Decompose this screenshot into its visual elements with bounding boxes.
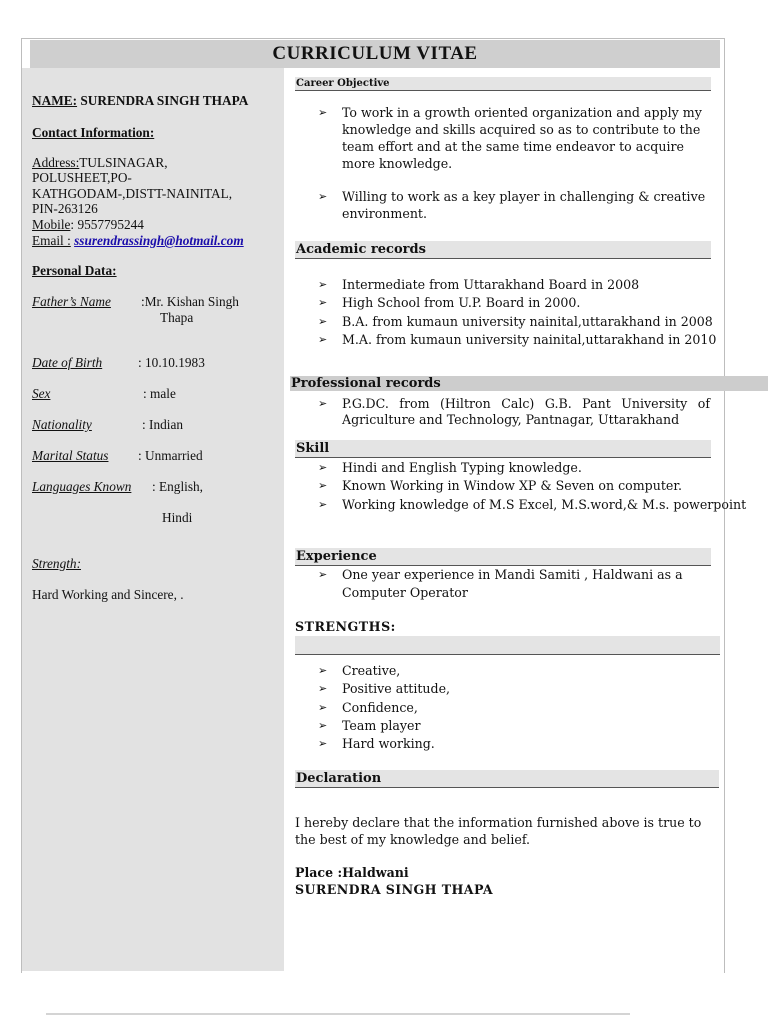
father-name-label: Father’s Name: [32, 294, 111, 309]
academic-records-heading: Academic records: [295, 241, 711, 259]
email-label: Email :: [32, 233, 71, 248]
mobile-label: Mobile: [32, 217, 71, 232]
list-item: ➢ Intermediate from Uttarakhand Board in 2008: [318, 276, 738, 294]
marital-status-label: Marital Status: [32, 448, 109, 463]
name-label: NAME:: [32, 93, 78, 108]
list-item: ➢ Willing to work as a key player in challenging & creative environment.: [318, 189, 706, 221]
email-line: [32, 233, 244, 248]
languages-value-1: : English,: [152, 479, 203, 494]
footer-divider: [46, 1013, 630, 1015]
skill-list: [318, 459, 758, 514]
bullet-arrow-icon: ➢: [318, 700, 328, 714]
list-item: ➢ To work in a growth oriented organization and apply my knowledge and skills acquired so as to contribute to the team effort and at the same time endeavor to acquire more knowledge.: [318, 105, 702, 171]
address-line-2: POLUSHEET,PO-: [32, 170, 132, 185]
address-line-1: [32, 155, 168, 170]
sex-label: Sex: [32, 386, 51, 401]
list-item: ➢ Team player: [318, 717, 710, 735]
mobile-value: : 9557795244: [70, 217, 144, 232]
bullet-arrow-icon: ➢: [318, 718, 328, 732]
list-item: ➢ M.A. from kumaun university nainital,uttarakhand in 2010: [318, 331, 738, 349]
address-value-1: TULSINAGAR,: [79, 155, 168, 170]
professional-records-heading: Professional records: [290, 376, 768, 391]
dob-label: Date of Birth: [32, 355, 103, 370]
address-label: Address:: [32, 155, 80, 170]
list-item: ➢ One year experience in Mandi Samiti , Haldwani as a Computer Operator: [318, 567, 683, 601]
contact-heading: Contact Information:: [32, 125, 155, 140]
list-item: ➢ Positive attitude,: [318, 680, 710, 698]
list-item: ➢ Known Working in Window XP & Seven on computer.: [318, 477, 758, 495]
bullet-arrow-icon: ➢: [318, 479, 328, 493]
address-line-4: PIN-263126: [32, 201, 98, 216]
declaration-heading: Declaration: [295, 770, 719, 788]
languages-label: Languages Known: [32, 479, 132, 494]
bullet-arrow-icon: ➢: [318, 190, 328, 203]
place-line: Place :Haldwani: [295, 865, 409, 880]
list-item: ➢ P.G.DC. from (Hiltron Calc) G.B. Pant University of Agriculture and Technology, Pantnagar, Uttarakhand: [318, 396, 710, 427]
bullet-arrow-icon: ➢: [318, 737, 328, 751]
list-item: ➢ Confidence,: [318, 699, 710, 717]
mobile-line: [32, 217, 144, 232]
father-name-value-2: Thapa: [160, 310, 194, 325]
experience-list: [318, 566, 688, 603]
list-item: ➢ High School from U.P. Board in 2000.: [318, 294, 738, 312]
strengths-heading: STRENGTHS:: [295, 619, 396, 634]
academic-records-list: [318, 276, 738, 349]
email-link[interactable]: ssurendrassingh@hotmail.com: [74, 233, 244, 248]
experience-heading: Experience: [295, 548, 711, 566]
signature-name: SURENDRA SINGH THAPA: [295, 882, 494, 897]
dob-value: : 10.10.1983: [138, 355, 205, 370]
bullet-arrow-icon: ➢: [318, 296, 328, 310]
personal-data-heading: Personal Data:: [32, 263, 117, 278]
list-item: ➢ Hindi and English Typing knowledge.: [318, 459, 758, 477]
sex-value: : male: [143, 386, 176, 401]
strengths-list: [318, 662, 710, 753]
marital-status-value: : Unmarried: [138, 448, 203, 463]
bullet-arrow-icon: ➢: [318, 664, 328, 677]
bullet-arrow-icon: ➢: [318, 682, 328, 696]
bullet-arrow-icon: ➢: [318, 568, 328, 581]
bullet-arrow-icon: ➢: [318, 397, 328, 410]
name-value: SURENDRA SINGH THAPA: [77, 93, 249, 108]
bullet-arrow-icon: ➢: [318, 106, 328, 119]
strengths-heading-bar: [295, 636, 720, 655]
list-item: ➢ Creative,: [318, 662, 710, 680]
professional-records-list: [318, 396, 710, 428]
name-line: [32, 93, 248, 108]
list-item: ➢ B.A. from kumaun university nainital,uttarakhand in 2008: [318, 313, 738, 331]
document-title: CURRICULUM VITAE: [30, 40, 720, 68]
career-objective-list: [318, 104, 710, 222]
skill-heading: Skill: [295, 440, 711, 458]
father-name-value-1: :Mr. Kishan Singh: [141, 294, 239, 309]
bullet-arrow-icon: ➢: [318, 461, 328, 474]
bullet-arrow-icon: ➢: [318, 278, 328, 291]
nationality-label: Nationality: [32, 417, 92, 432]
list-item: ➢ Working knowledge of M.S Excel, M.S.word,& M.s. powerpoint: [318, 496, 758, 514]
career-objective-heading: Career Objective: [295, 77, 711, 91]
bullet-arrow-icon: ➢: [318, 497, 328, 511]
nationality-value: : Indian: [142, 417, 183, 432]
list-item: ➢ Hard working.: [318, 735, 710, 753]
address-line-3: KATHGODAM-,DISTT-NAINITAL,: [32, 186, 233, 201]
declaration-text: I hereby declare that the information furnished above is true to the best of my knowledge and belief.: [295, 815, 702, 847]
strength-value: Hard Working and Sincere, .: [32, 587, 184, 602]
bullet-arrow-icon: ➢: [318, 332, 328, 346]
strength-label: Strength:: [32, 556, 81, 571]
bullet-arrow-icon: ➢: [318, 314, 328, 328]
languages-value-2: Hindi: [162, 510, 193, 525]
